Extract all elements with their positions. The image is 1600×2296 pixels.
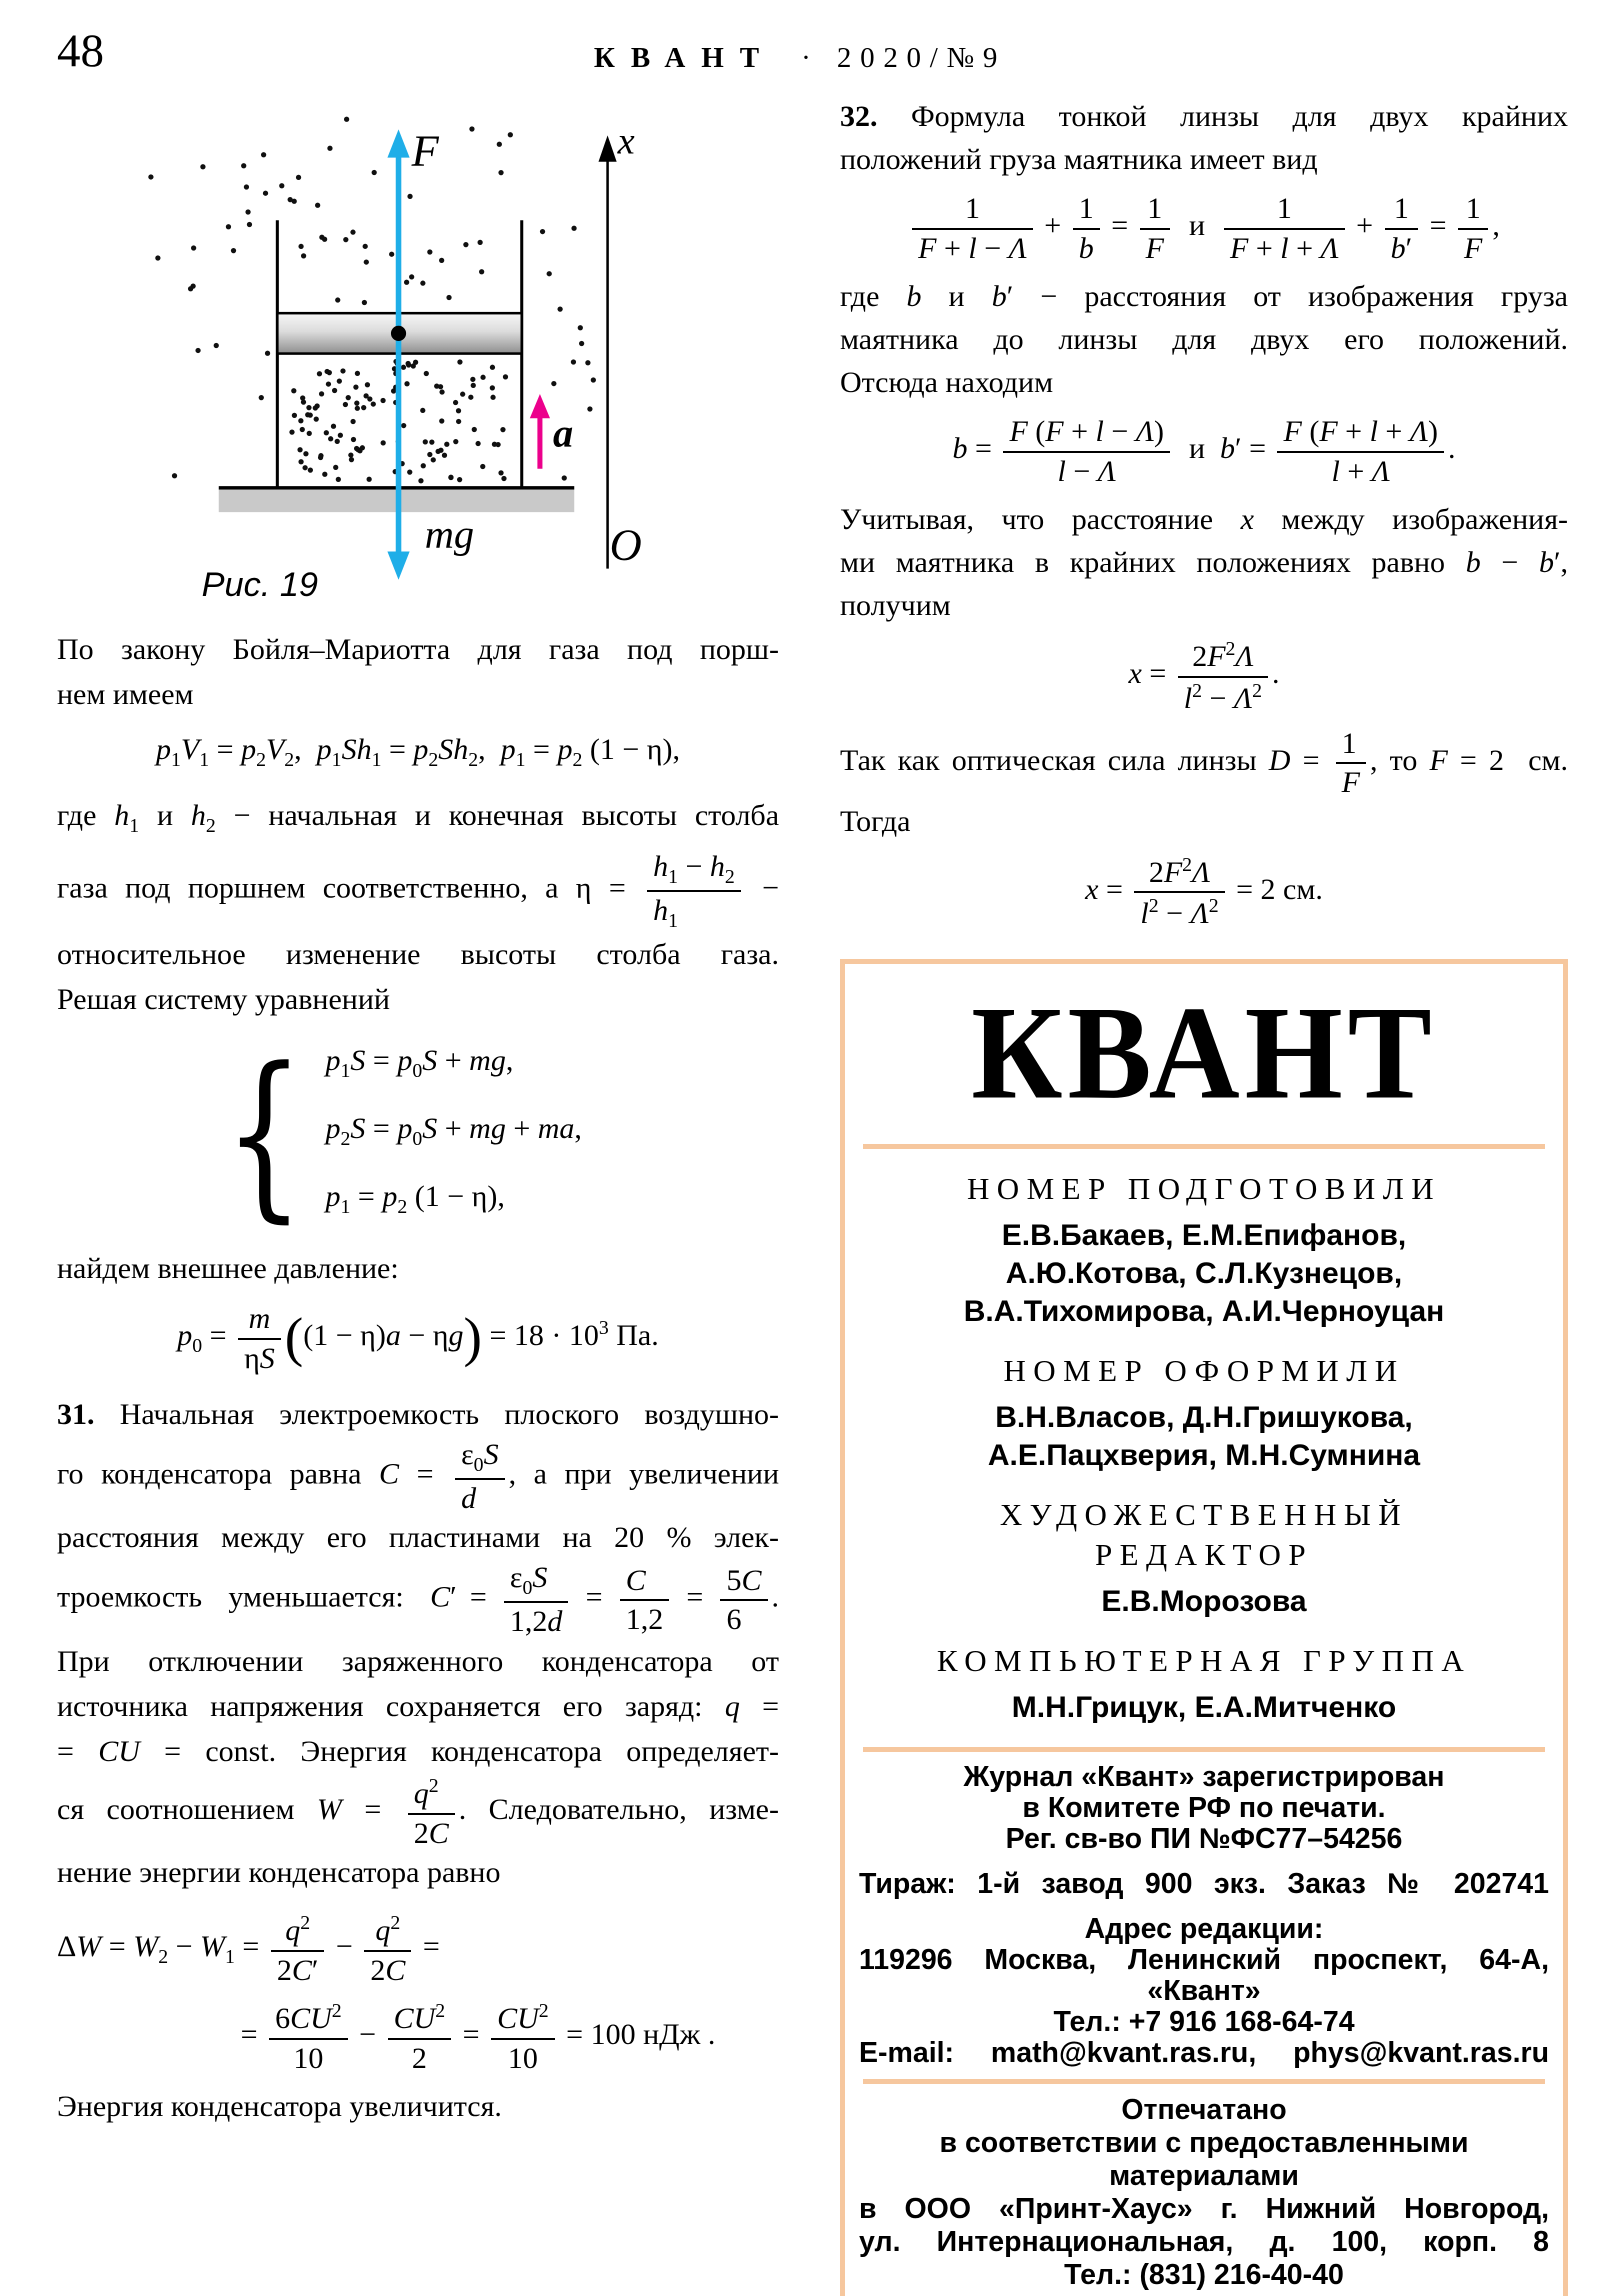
staff-name-line: В.Н.Власов, Д.Н.Гришукова,	[995, 1400, 1413, 1434]
gas-dots-left-outside	[148, 152, 270, 478]
running-head	[0, 44, 1600, 73]
printed-line: в соответствии с предоставленными	[939, 2126, 1469, 2159]
acceleration-arrow-head	[530, 394, 550, 418]
text-line: Тогда	[840, 804, 911, 838]
text-line: где b и b′ − расстояния от изображения груза	[840, 280, 1569, 314]
printed-block	[859, 2094, 1549, 2292]
x-axis-label: x	[617, 120, 635, 163]
printed-line: Отпечатано	[1121, 2093, 1287, 2126]
masthead-title: КВАНТ	[971, 979, 1437, 1128]
staff-name-line: А.Ю.Котова, С.Л.Кузнецов,	[1005, 1256, 1403, 1290]
equation-energy-1: $\Delta W = W_2 - W_1$ = $\frac{q^2}{2C'}$ − $\frac{q^2}{2C}$ =	[57, 1912, 440, 1987]
section-title-design: НОМЕР ОФОРМИЛИ	[1003, 1352, 1405, 1388]
system-brace: {	[224, 1029, 305, 1239]
text-line: 32. Формула тонкой линзы для двух крайних	[840, 100, 1568, 133]
left-column	[57, 95, 779, 2129]
registration-block	[859, 1762, 1549, 1855]
address-line: Тел.: +7 916 168-64-74	[1053, 2005, 1355, 2038]
issue-number: 2020/№9	[836, 42, 1007, 74]
equation-boyle: $p_1V_1 = p_2V_2$, $p_1Sh_1 = p_2Sh_2$, $p_1 = p_2$ (1 − η),	[156, 733, 680, 771]
text-line: нение энергии конденсатора равно	[57, 1856, 501, 1890]
equation-line: $p_1S = p_0S$ + mg,	[325, 1044, 514, 1083]
print-run-line: Тираж: 1-й завод 900 экз. Заказ № 202741	[859, 1867, 1549, 1900]
registration-line: в Комитете РФ по печати.	[1022, 1791, 1386, 1824]
text-line: 31. Начальная электроемкость плоского воздушно-	[57, 1397, 779, 1431]
text-line: расстояния между его пластинами на 20 % элек-	[57, 1521, 779, 1555]
staff-name-line: Е.В.Бакаев, Е.М.Епифанов,	[1001, 1218, 1407, 1252]
text-line: = CU = const. Энергия конденсатора определяет-	[57, 1735, 779, 1769]
masthead-box	[840, 959, 1568, 2296]
force-arrow-head-down	[387, 552, 409, 580]
registration-line: Журнал «Квант» зарегистрирован	[963, 1760, 1445, 1793]
origin-label: O	[609, 519, 642, 570]
staff-name-line: Е.В.Морозова	[1101, 1584, 1307, 1618]
accent-rule	[863, 2079, 1545, 2084]
piston-cylinder-diagram	[143, 91, 648, 601]
equation-line: $p_1 = p_2$ (1 − η),	[325, 1180, 505, 1219]
text-line: ся соотношением W = $\frac{q^2}{2C}$ . Следовательно, изме-	[57, 1775, 779, 1850]
text-line: положений груза маятника имеет вид	[840, 143, 1318, 176]
text-line: троемкость уменьшается: C′ = $\frac{\varepsilon_0S}{1,2d}$ = $\frac{C}{1,2}$ = $\frac{5C}{6}$ .	[57, 1561, 779, 1639]
equation-lens: $\frac{1}{F + l - \Lambda}$ + $\frac{1}{b}$ = $\frac{1}{F}$ и $\frac{1}{F + l + \Lambda}$ + $\frac{1}{b'}$ = $\frac{1}{F}$ ,	[840, 191, 1568, 265]
equation-system	[207, 1029, 779, 1239]
equation-pressure: $p_0$ = $\frac{m}{\eta S}$ $((1 - \eta)a - \eta g) = 18 \cdot 10^3$ Па.	[177, 1302, 659, 1375]
system-rows	[326, 1032, 582, 1236]
text-line: Так как оптическая сила линзы D = $\frac{1}{F}$ , то F = 2 см.	[840, 726, 1569, 800]
text-line: газа под поршнем соответственно, а η = $\frac{h_1 - h_2}{h_1}$ −	[57, 850, 780, 933]
section-title-computer-group: КОМПЬЮТЕРНАЯ ГРУППА	[936, 1642, 1472, 1678]
staff-name-line: В.А.Тихомирова, А.И.Черноуцан	[963, 1294, 1445, 1328]
figure-caption: Рис. 19	[201, 565, 319, 601]
text-line: Энергия конденсатора увеличится.	[57, 2089, 502, 2123]
separator-dot: ·	[801, 42, 811, 74]
piston-center-dot	[391, 326, 406, 341]
text-line: Отсюда находим	[840, 366, 1054, 400]
force-arrow-head-up	[387, 129, 409, 157]
equation-line: $p_2S = p_0S$ + mg + ma,	[325, 1112, 582, 1151]
text-line: источника напряжения сохраняется его заряд: q =	[57, 1690, 780, 1724]
accent-rule	[863, 1144, 1545, 1149]
text-line: При отключении заряженного конденсатора от	[57, 1645, 779, 1679]
printed-line: в ООО «Принт-Хаус» г. Нижний Новгород,	[859, 2192, 1549, 2225]
text-line: относительное изменение высоты столба газа.	[57, 938, 779, 972]
section-title-prepared: НОМЕР ПОДГОТОВИЛИ	[966, 1170, 1442, 1206]
text-line: найдем внешнее давление:	[57, 1252, 399, 1286]
text-line: где $h_1$ и $h_2$ − начальная и конечная высоты столба	[57, 799, 780, 837]
figure-19	[57, 95, 779, 611]
text-line: маятника до линзы для двух его положений.	[840, 323, 1568, 357]
page-number: 48	[57, 25, 104, 77]
printed-line: ул. Интернациональная, д. 100, корп. 8	[859, 2225, 1549, 2258]
email-line: E-mail: math@kvant.ras.ru, phys@kvant.ras.ru	[859, 2036, 1549, 2069]
equation-x-value: x = $\frac{2F^2\Lambda}{l^2 - \Lambda^2}$ = 2 см.	[1085, 853, 1323, 931]
equation-energy-2: = $\frac{6CU^2}{10}$ − $\frac{CU^2}{2}$ = $\frac{CU^2}{10}$ = 100 нДж .	[240, 2000, 716, 2076]
text-line: Учитывая, что расстояние x между изображения-	[840, 503, 1568, 537]
staff-name-line: А.Е.Пацхверия, М.Н.Сумнина	[987, 1438, 1421, 1472]
equation-x: x = $\frac{2F^2\Lambda}{l^2 - \Lambda^2}$ .	[1128, 638, 1280, 715]
address-line: Адрес редакции:	[1084, 1912, 1324, 1945]
text-line: го конденсатора равна C = $\frac{\varepsilon_0S}{d}$ , а при увеличении	[57, 1437, 780, 1515]
address-block	[859, 1914, 1549, 2069]
printed-line: материалами	[1109, 2159, 1299, 2192]
section-title-art-editor-2: РЕДАКТОР	[1094, 1536, 1314, 1572]
gas-dots-above-piston	[298, 230, 484, 306]
text-line: По закону Бойля–Мариотта для газа под порш-	[57, 633, 779, 666]
text-line: нем имеем	[57, 678, 194, 711]
accent-rule	[863, 1747, 1545, 1752]
staff-name-line: М.Н.Грицук, Е.А.Митченко	[1011, 1690, 1397, 1724]
registration-line: Рег. св-во ПИ №ФС77–54256	[1005, 1822, 1403, 1855]
text-line: получим	[840, 589, 951, 623]
acceleration-label: a	[553, 410, 574, 456]
force-label: F	[411, 125, 439, 176]
journal-name: КВАНТ	[593, 42, 776, 74]
address-line: «Квант»	[1147, 1974, 1261, 2007]
printed-line: Тел.: (831) 216-40-40	[1064, 2258, 1344, 2291]
section-title-art-editor: ХУДОЖЕСТВЕННЫЙ	[999, 1496, 1409, 1532]
equation-b: b = $\frac{F (F + l - \Lambda)}{l - \Lambda}$ и b′ = $\frac{F (F + l + \Lambda)}{l + \Lambda}$ .	[952, 415, 1456, 488]
address-line: 119296 Москва, Ленинский проспект, 64-А,	[859, 1943, 1549, 1976]
weight-label: mg	[424, 511, 475, 557]
text-line: Решая систему уравнений	[57, 983, 390, 1017]
text-line: ми маятника в крайних положениях равно b − b′,	[840, 546, 1568, 580]
x-axis-arrow-head	[598, 135, 616, 161]
gas-dots-top-outside	[200, 117, 513, 208]
right-column	[840, 95, 1568, 2296]
